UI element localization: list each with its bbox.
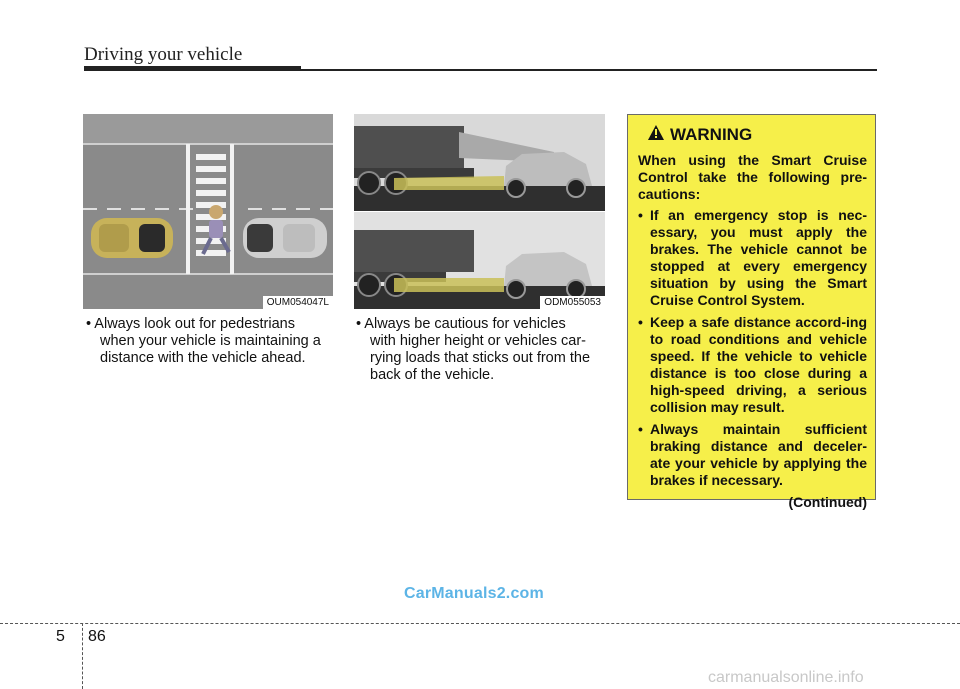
footer-rule bbox=[0, 623, 960, 624]
pedestrian-crossing-illustration bbox=[83, 114, 333, 309]
watermark-text: carmanualsonline.info bbox=[708, 669, 864, 686]
warning-item: • If an emergency stop is nec-essary, you must apply the brakes. The vehicle cannot be stopped at every emergency situation by using the Smart Cruise Control System. bbox=[638, 207, 867, 309]
header-rule-thick bbox=[84, 66, 301, 71]
pedestrian-bullet bbox=[86, 316, 334, 367]
page-number: 86 bbox=[88, 628, 106, 645]
bullet-line: rying loads that sticks out from the bbox=[370, 350, 591, 366]
truck-load-illustration bbox=[354, 114, 605, 309]
warning-title: WARNING bbox=[670, 125, 753, 144]
footer-divider bbox=[82, 623, 83, 689]
chapter-number: 5 bbox=[56, 628, 65, 645]
warning-item: • Keep a safe distance accord-ing to road conditions and vehicle speed. If the vehicle to vehicle distance is too close during a high-speed driving, a serious collision may result. bbox=[638, 314, 867, 416]
figure-caption: ODM055053 bbox=[540, 296, 605, 309]
bullet-line: • Always be cautious for vehicles bbox=[356, 316, 566, 332]
truck-bullet bbox=[356, 316, 606, 384]
bullet-line: back of the vehicle. bbox=[370, 367, 495, 383]
warning-continued: (Continued) bbox=[788, 494, 867, 510]
warning-item: • Always maintain sufficient braking distance and deceler-ate your vehicle by applying the brakes if necessary. bbox=[638, 421, 867, 489]
warning-triangle-icon bbox=[648, 125, 664, 144]
figure-caption: OUM054047L bbox=[263, 296, 333, 309]
warning-box bbox=[627, 114, 876, 510]
bullet-line: distance with the vehicle ahead. bbox=[100, 350, 306, 366]
page-header-title: Driving your vehicle bbox=[84, 44, 243, 65]
header-rule-thin bbox=[301, 69, 877, 71]
bullet-line: • Always look out for pedestrians bbox=[86, 316, 295, 332]
watermark-link[interactable]: CarManuals2.com bbox=[404, 585, 544, 602]
bullet-line: with higher height or vehicles car- bbox=[370, 333, 586, 349]
warning-header bbox=[648, 125, 867, 144]
warning-list bbox=[638, 207, 867, 489]
warning-intro: When using the Smart Cruise Control take the following pre-cautions: bbox=[638, 152, 867, 202]
bullet-line: when your vehicle is maintaining a bbox=[100, 333, 321, 349]
